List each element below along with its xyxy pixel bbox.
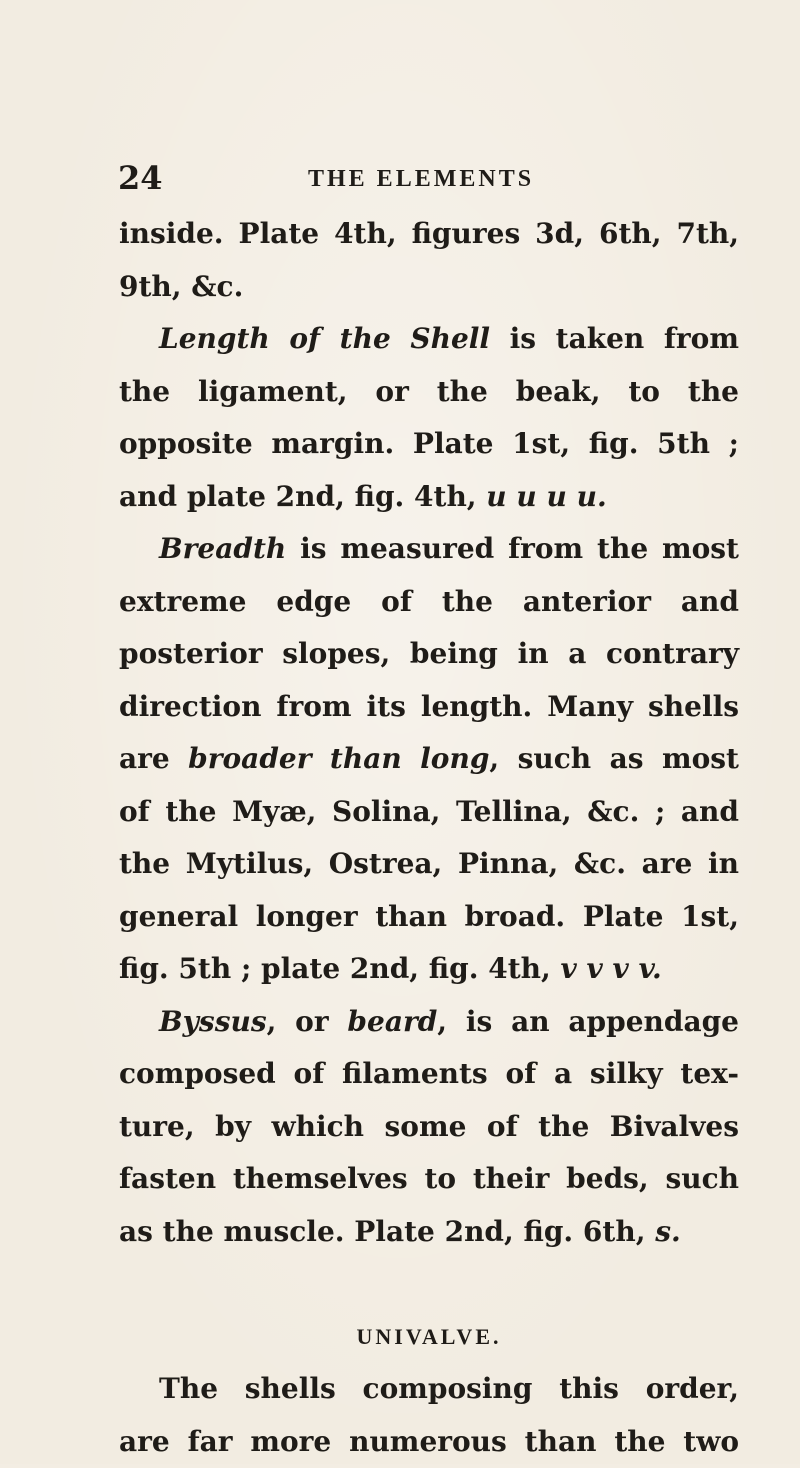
text-line: general longer than broad. Plate 1st, — [119, 891, 739, 944]
text-line: inside. Plate 4th, figures 3d, 6th, 7th, — [119, 208, 739, 261]
text-line: direction from its length. Many shells — [119, 681, 739, 734]
term-broader-than-long: broader than long — [188, 742, 489, 775]
term-breadth: Breadth — [159, 532, 286, 565]
text-line: 9th, &c. — [119, 261, 739, 314]
text-line: the ligament, or the beak, to the — [119, 366, 739, 419]
text-line: of the Myæ, Solina, Tellina, &c. ; and — [119, 786, 739, 839]
section-heading: UNIVALVE. — [119, 1311, 739, 1364]
text-line — [119, 313, 739, 366]
text-line: the Mytilus, Ostrea, Pinna, &c. are in — [119, 838, 739, 891]
text-line: opposite margin. Plate 1st, fig. 5th ; — [119, 418, 739, 471]
page-number: 24 — [118, 158, 163, 198]
text-fragment: , is an appendage — [437, 1005, 739, 1038]
text-line: composed of filaments of a silky tex- — [119, 1048, 739, 1101]
text-line: are far more numerous than the two — [119, 1416, 739, 1468]
text-line: extreme edge of the anterior and — [119, 576, 739, 629]
running-title: THE ELEMENTS — [308, 162, 534, 196]
text-line — [119, 523, 739, 576]
text-fragment: , or — [267, 1005, 348, 1038]
term-byssus: Byssus — [159, 1005, 267, 1038]
text-fragment: as the muscle. Plate 2nd, fig. 6th, — [119, 1215, 655, 1248]
text-fragment: is taken from — [490, 322, 739, 355]
text-fragment: are — [119, 742, 188, 775]
figure-letters: s. — [655, 1215, 681, 1248]
term-beard: beard — [347, 1005, 437, 1038]
text-line — [119, 471, 739, 524]
text-line — [119, 1206, 739, 1259]
text-line — [119, 943, 739, 996]
running-head — [118, 158, 738, 198]
text-line — [119, 996, 739, 1049]
text-fragment: fig. 5th ; plate 2nd, fig. 4th, — [119, 952, 561, 985]
figure-letters: u u u u. — [486, 480, 606, 513]
text-fragment: , such as most — [489, 742, 739, 775]
text-line: posterior slopes, being in a contrary — [119, 628, 739, 681]
text-line: fasten themselves to their beds, such — [119, 1153, 739, 1206]
text-fragment: and plate 2nd, fig. 4th, — [119, 480, 486, 513]
text-line: ture, by which some of the Bivalves — [119, 1101, 739, 1154]
text-fragment: is measured from the most — [286, 532, 739, 565]
figure-letters: v v v v. — [561, 952, 662, 985]
text-line: The shells composing this order, — [119, 1363, 739, 1416]
text-line — [119, 733, 739, 786]
body-text — [119, 208, 739, 1468]
term-length-of-shell: Length of the Shell — [159, 322, 490, 355]
